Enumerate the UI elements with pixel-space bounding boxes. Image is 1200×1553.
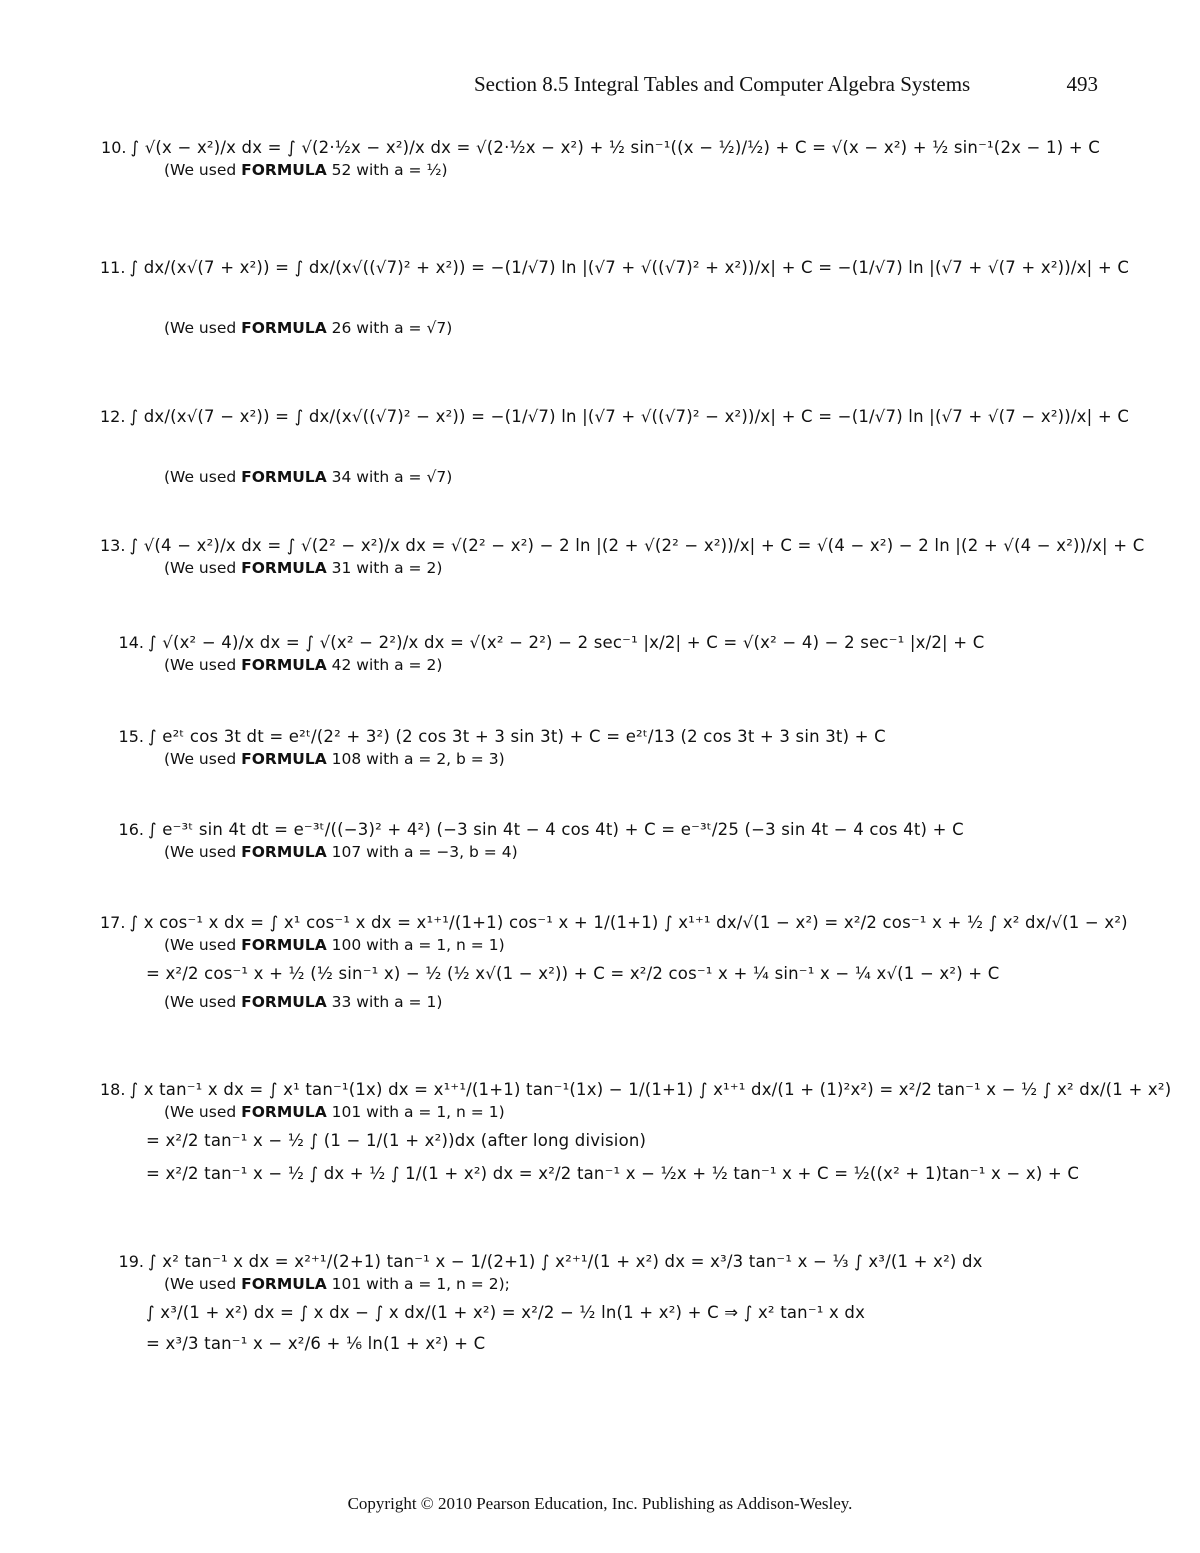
- section-title: Section 8.5 Integral Tables and Computer Algebra Systems: [474, 72, 971, 96]
- problem-13: [100, 536, 1145, 577]
- solution-line: ∫ x tan⁻¹ x dx = ∫ x¹ tan⁻¹(1x) dx = x¹⁺¹/(1+1) tan⁻¹(1x) − 1/(1+1) ∫ x¹⁺¹ dx/(1 + (1)²x²) = x²/2 tan⁻¹ x − ½ ∫ x² dx/(1 + x²): [129, 1080, 1172, 1099]
- problem-14: [100, 633, 1100, 674]
- solution-line: ∫ √(x² − 4)/x dx = ∫ √(x² − 2²)/x dx = √(x² − 2²) − 2 sec⁻¹ |x/2| + C = √(x² − 4) − 2 sec⁻¹ |x/2| + C: [148, 633, 985, 652]
- problem-number: 11.: [100, 258, 126, 277]
- problem-17: [100, 913, 1128, 1011]
- formula-note: (We used FORMULA 107 with a = −3, b = 4): [164, 843, 518, 861]
- problem-number: 16.: [118, 820, 144, 839]
- solution-line: ∫ √(x − x²)/x dx = ∫ √(2·½x − x²)/x dx = √(2·½x − x²) + ½ sin⁻¹((x − ½)/½) + C = √(x − x²) + ½ sin⁻¹(2x − 1) + C: [130, 138, 1100, 157]
- page-number: 493: [1066, 72, 1098, 96]
- solution-line: ∫ x cos⁻¹ x dx = ∫ x¹ cos⁻¹ x dx = x¹⁺¹/(1+1) cos⁻¹ x + 1/(1+1) ∫ x¹⁺¹ dx/√(1 − x²) = x²/2 cos⁻¹ x + ½ ∫ x² dx/√(1 − x²): [129, 913, 1128, 932]
- formula-note: (We used FORMULA 101 with a = 1, n = 1): [164, 1103, 505, 1121]
- solution-continuation: ∫ x³/(1 + x²) dx = ∫ x dx − ∫ x dx/(1 + x²) = x²/2 − ½ ln(1 + x²) + C ⇒ ∫ x² tan⁻¹ x dx: [146, 1303, 866, 1322]
- formula-note: (We used FORMULA 33 with a = 1): [164, 993, 443, 1011]
- problem-16: [100, 820, 1100, 861]
- page-header: [474, 72, 1114, 97]
- problem-number: 18.: [100, 1080, 126, 1099]
- problem-number: 13.: [100, 536, 126, 555]
- problem-10: [100, 138, 1100, 179]
- solution-continuation: = x²/2 cos⁻¹ x + ½ (½ sin⁻¹ x) − ½ (½ x√(1 − x²)) + C = x²/2 cos⁻¹ x + ¼ sin⁻¹ x − ¼ x√(1 − x²) + C: [146, 964, 1000, 983]
- formula-note: (We used FORMULA 52 with a = ½): [164, 161, 448, 179]
- formula-note: (We used FORMULA 34 with a = √7): [164, 468, 453, 486]
- problem-number: 17.: [100, 913, 126, 932]
- formula-note: (We used FORMULA 26 with a = √7): [164, 319, 453, 337]
- copyright-footer: Copyright © 2010 Pearson Education, Inc. Publishing as Addison-Wesley.: [347, 1494, 853, 1513]
- formula-note: (We used FORMULA 31 with a = 2): [164, 559, 443, 577]
- solution-line: ∫ dx/(x√(7 + x²)) = ∫ dx/(x√((√7)² + x²)) = −(1/√7) ln |(√7 + √((√7)² + x²))/x| + C = −(1/√7) ln |(√7 + √(7 + x²))/x| + C: [129, 258, 1130, 277]
- problem-12: [100, 407, 1130, 486]
- problem-number: 14.: [118, 633, 144, 652]
- solution-line: ∫ √(4 − x²)/x dx = ∫ √(2² − x²)/x dx = √(2² − x²) − 2 ln |(2 + √(2² − x²))/x| + C = √(4 − x²) − 2 ln |(2 + √(4 − x²))/x| + C: [129, 536, 1145, 555]
- formula-note: (We used FORMULA 108 with a = 2, b = 3): [164, 750, 505, 768]
- problem-number: 10.: [101, 138, 127, 157]
- formula-note: (We used FORMULA 42 with a = 2): [164, 656, 443, 674]
- problem-11: [100, 258, 1130, 337]
- solution-line: ∫ e⁻³ᵗ sin 4t dt = e⁻³ᵗ/((−3)² + 4²) (−3 sin 4t − 4 cos 4t) + C = e⁻³ᵗ/25 (−3 sin 4t − 4 cos 4t) + C: [148, 820, 964, 839]
- problem-number: 15.: [118, 727, 144, 746]
- solution-line: ∫ dx/(x√(7 − x²)) = ∫ dx/(x√((√7)² − x²)) = −(1/√7) ln |(√7 + √((√7)² − x²))/x| + C = −(1/√7) ln |(√7 + √(7 − x²))/x| + C: [129, 407, 1130, 426]
- formula-note: (We used FORMULA 101 with a = 1, n = 2);: [164, 1275, 510, 1293]
- problem-15: [100, 727, 1100, 768]
- problem-18: [100, 1080, 1172, 1183]
- solution-continuation: = x²/2 tan⁻¹ x − ½ ∫ (1 − 1/(1 + x²))dx (after long division): [146, 1131, 647, 1150]
- solution-line: ∫ e²ᵗ cos 3t dt = e²ᵗ/(2² + 3²) (2 cos 3t + 3 sin 3t) + C = e²ᵗ/13 (2 cos 3t + 3 sin 3t) + C: [148, 727, 886, 746]
- solution-continuation: = x³/3 tan⁻¹ x − x²/6 + ⅙ ln(1 + x²) + C: [146, 1334, 486, 1353]
- formula-note: (We used FORMULA 100 with a = 1, n = 1): [164, 936, 505, 954]
- problem-number: 19.: [118, 1252, 144, 1271]
- problem-19: [100, 1252, 1100, 1353]
- problem-number: 12.: [100, 407, 126, 426]
- solution-continuation: = x²/2 tan⁻¹ x − ½ ∫ dx + ½ ∫ 1/(1 + x²) dx = x²/2 tan⁻¹ x − ½x + ½ tan⁻¹ x + C = ½((x² + 1)tan⁻¹ x − x) + C: [146, 1164, 1080, 1183]
- solution-line: ∫ x² tan⁻¹ x dx = x²⁺¹/(2+1) tan⁻¹ x − 1/(2+1) ∫ x²⁺¹/(1 + x²) dx = x³/3 tan⁻¹ x − ⅓ ∫ x³/(1 + x²) dx: [148, 1252, 983, 1271]
